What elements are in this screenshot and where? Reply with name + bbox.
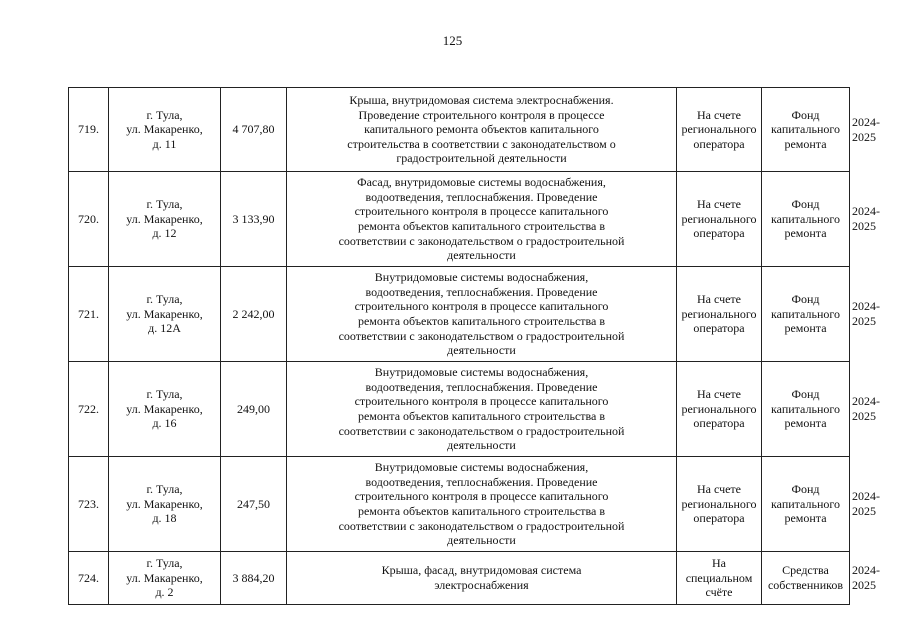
account-cell — [677, 172, 762, 267]
works-line: соответствии с законодательством о градостроительной — [338, 518, 625, 533]
address-line: д. 2 — [155, 585, 174, 600]
account-line: счёте — [705, 585, 733, 600]
works-line: деятельности — [447, 343, 516, 358]
fund-cell — [762, 267, 850, 362]
account-line: На счете — [696, 292, 741, 307]
table-row: 722. г. Тула, ул. Макаренко, д. 16 249,00 Внутридомовые системы водоснабжения, водоотведения, теплоснабжения. Проведение строительного контроля в процессе капитального ремонта объектов капитального строительства в соответствии с законодательством о градостроительной деятельности На счете регионального оператора Фонд капитального ремонта 2024-2025 — [69, 362, 850, 457]
address-line: г. Тула, — [146, 107, 183, 122]
address-line: г. Тула, — [146, 482, 183, 497]
works-line: Фасад, внутридомовые системы водоснабжения, — [357, 175, 606, 190]
address-cell — [109, 88, 221, 172]
address-line: г. Тула, — [146, 197, 183, 212]
works-line: водоотведения, теплоснабжения. Проведение — [365, 284, 598, 299]
fund-cell — [762, 552, 850, 605]
area-cell: 2 242,00 — [221, 267, 287, 362]
address-cell — [109, 552, 221, 605]
page-number: 125 — [442, 33, 463, 48]
table-row: 724. г. Тула, ул. Макаренко, д. 2 3 884,20 Крыша, фасад, внутридомовая система электроснабжения На специальном счёте Средства собственников 2024-2025 — [69, 552, 850, 605]
fund-line: Фонд — [791, 292, 820, 307]
works-line: соответствии с законодательством о градостроительной — [338, 233, 625, 248]
works-line: ремонта объектов капитального строительства в — [357, 314, 606, 328]
works-cell — [287, 552, 677, 605]
works-line: строительного контроля в процессе капитального — [354, 394, 609, 409]
address-cell — [109, 362, 221, 457]
works-cell — [287, 172, 677, 267]
account-line: регионального — [681, 211, 757, 226]
works-line: строительства в соответствии с законодательством о — [347, 136, 616, 151]
row-number: 720. — [69, 172, 109, 267]
account-line: регионального — [681, 122, 757, 137]
address-cell — [109, 457, 221, 552]
address-cell — [109, 267, 221, 362]
address-line: д. 12А — [148, 321, 181, 336]
account-line: регионального — [681, 496, 757, 511]
works-line: водоотведения, теплоснабжения. Проведение — [365, 379, 598, 394]
works-line: Проведение строительного контроля в процессе — [358, 107, 605, 122]
area-cell: 4 707,80 — [221, 88, 287, 172]
works-line: ремонта объектов капитального строительства в — [357, 409, 606, 423]
account-line: оператора — [693, 416, 745, 431]
account-cell — [677, 552, 762, 605]
address-line: ул. Макаренко, — [126, 570, 203, 585]
works-line: деятельности — [447, 533, 516, 548]
fund-line: Фонд — [791, 107, 820, 122]
works-line: водоотведения, теплоснабжения. Проведение — [365, 474, 598, 489]
fund-line: ремонта — [784, 511, 827, 526]
fund-cell — [762, 362, 850, 457]
fund-line: ремонта — [784, 321, 827, 336]
works-line: Крыша, внутридомовая система электроснабжения. — [349, 93, 614, 108]
works-line: строительного контроля в процессе капитального — [354, 299, 609, 314]
table-row: 720. г. Тула, ул. Макаренко, д. 12 3 133,90 Фасад, внутридомовые системы водоснабжения, водоотведения, теплоснабжения. Проведение строительного контроля в процессе капитального ремонта объектов капитального строительства в соответствии с законодательством о градостроительной деятельности На счете регионального оператора Фонд капитального ремонта 2024-2025 — [69, 172, 850, 267]
address-line: д. 18 — [152, 511, 177, 526]
works-line: деятельности — [447, 438, 516, 453]
account-line: оператора — [693, 136, 745, 151]
works-line: Крыша, фасад, внутридомовая система — [381, 563, 582, 578]
account-line: регионального — [681, 401, 757, 416]
row-number: 719. — [69, 88, 109, 172]
account-cell — [677, 362, 762, 457]
works-line: ремонта объектов капитального строительства в — [357, 504, 606, 518]
works-cell — [287, 88, 677, 172]
account-line: На счете — [696, 482, 741, 497]
account-line: специальном — [685, 570, 753, 585]
account-line: На счете — [696, 107, 741, 122]
works-line: соответствии с законодательством о градостроительной — [338, 423, 625, 438]
works-line: водоотведения, теплоснабжения. Проведение — [365, 189, 598, 204]
account-cell — [677, 88, 762, 172]
works-line: деятельности — [447, 248, 516, 263]
row-number: 724. — [69, 552, 109, 605]
fund-line: ремонта — [784, 226, 827, 241]
fund-line: Средства — [782, 563, 829, 578]
table-row: 719. г. Тула, ул. Макаренко, д. 11 4 707,80 Крыша, внутридомовая система электроснабжения. Проведение строительного контроля в процессе капитального ремонта объектов капитального строительства в соответствии с законодательством о градостроительной деятельности На счете регионального оператора Фонд капитального ремонта 2024-2025 — [69, 88, 850, 172]
area-cell: 249,00 — [221, 362, 287, 457]
account-line: регионального — [681, 306, 757, 321]
row-number: 721. — [69, 267, 109, 362]
works-line: Внутридомовые системы водоснабжения, — [374, 365, 589, 380]
works-line: градостроительной деятельности — [396, 151, 567, 166]
account-line: На счете — [696, 387, 741, 402]
address-line: г. Тула, — [146, 292, 183, 307]
fund-line: Фонд — [791, 197, 820, 212]
address-line: г. Тула, — [146, 556, 183, 571]
row-number: 722. — [69, 362, 109, 457]
fund-line: капитального — [771, 496, 840, 511]
fund-line: Фонд — [791, 387, 820, 402]
account-line: На счете — [696, 197, 741, 212]
account-cell — [677, 267, 762, 362]
fund-cell — [762, 457, 850, 552]
capital-repair-table — [68, 87, 880, 605]
area-cell: 247,50 — [221, 457, 287, 552]
fund-line: собственников — [767, 578, 844, 592]
works-line: Внутридомовые системы водоснабжения, — [374, 270, 589, 285]
fund-line: капитального — [771, 211, 840, 226]
works-line: строительного контроля в процессе капитального — [354, 489, 609, 504]
fund-cell — [762, 172, 850, 267]
fund-line: капитального — [771, 401, 840, 416]
works-cell — [287, 362, 677, 457]
works-cell — [287, 457, 677, 552]
account-line: оператора — [693, 511, 745, 526]
account-line: оператора — [693, 321, 745, 336]
fund-line: капитального — [771, 122, 840, 137]
address-line: д. 12 — [152, 226, 177, 241]
fund-line: Фонд — [791, 482, 820, 497]
address-line: ул. Макаренко, — [126, 496, 203, 511]
works-line: электроснабжения — [434, 578, 529, 592]
address-cell — [109, 172, 221, 267]
account-line: оператора — [693, 226, 745, 241]
account-cell — [677, 457, 762, 552]
works-line: капитального ремонта объектов капитального — [364, 122, 599, 137]
row-number: 723. — [69, 457, 109, 552]
works-line: соответствии с законодательством о градостроительной — [338, 328, 625, 343]
fund-line: ремонта — [784, 416, 827, 431]
works-line: Внутридомовые системы водоснабжения, — [374, 460, 589, 475]
address-line: ул. Макаренко, — [126, 401, 203, 416]
account-line: На — [712, 556, 726, 571]
works-cell — [287, 267, 677, 362]
address-line: д. 11 — [152, 136, 177, 151]
fund-cell — [762, 88, 850, 172]
address-line: д. 16 — [152, 416, 177, 431]
table-row: 723. г. Тула, ул. Макаренко, д. 18 247,50 Внутридомовые системы водоснабжения, водоотведения, теплоснабжения. Проведение строительного контроля в процессе капитального ремонта объектов капитального строительства в соответствии с законодательством о градостроительной деятельности На счете регионального оператора Фонд капитального ремонта 2024-2025 — [69, 457, 850, 552]
address-line: ул. Макаренко, — [126, 211, 203, 226]
address-line: ул. Макаренко, — [126, 306, 203, 321]
address-line: г. Тула, — [146, 387, 183, 402]
address-line: ул. Макаренко, — [126, 122, 203, 137]
fund-line: ремонта — [784, 136, 827, 151]
area-cell: 3 133,90 — [221, 172, 287, 267]
fund-line: капитального — [771, 306, 840, 321]
table-row: 721. г. Тула, ул. Макаренко, д. 12А 2 242,00 Внутридомовые системы водоснабжения, водоотведения, теплоснабжения. Проведение строительного контроля в процессе капитального ремонта объектов капитального строительства в соответствии с законодательством о градостроительной деятельности На счете регионального оператора Фонд капитального ремонта 2024-2025 — [69, 267, 850, 362]
works-line: строительного контроля в процессе капитального — [354, 204, 609, 219]
works-line: ремонта объектов капитального строительства в — [357, 219, 606, 233]
area-cell: 3 884,20 — [221, 552, 287, 605]
